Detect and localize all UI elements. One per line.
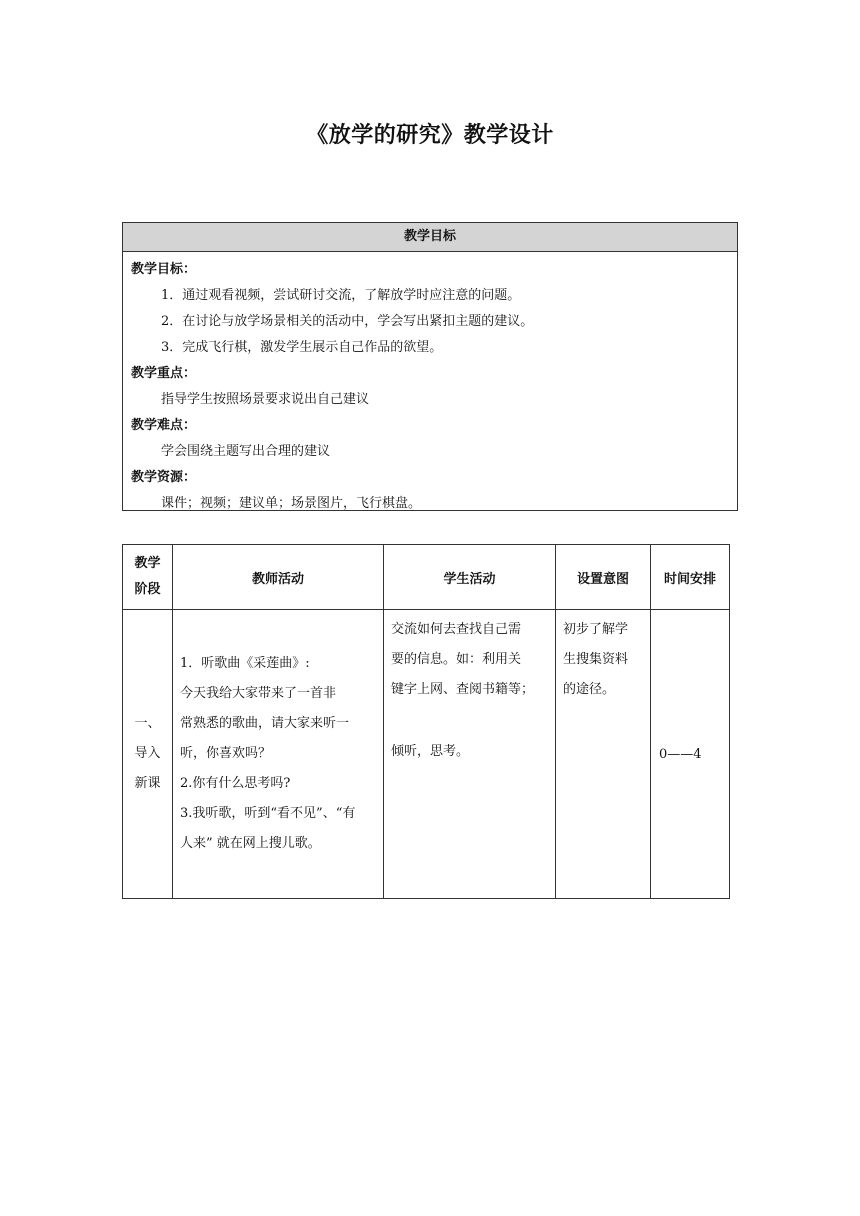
lesson-plan-table bbox=[122, 544, 730, 899]
stage-line: 导入 bbox=[134, 746, 161, 761]
difficulty-label: 教学难点： bbox=[131, 418, 197, 433]
goal-item: 3．完成飞行棋，激发学生展示自己作品的欲望。 bbox=[161, 340, 443, 355]
intent-line: 的途径。 bbox=[563, 682, 616, 697]
goal-item: 1．通过观看视频，尝试研讨交流，了解放学时应注意的问题。 bbox=[161, 288, 521, 303]
intent-cell bbox=[556, 610, 651, 899]
teacher-line: 2.你有什么思考吗? bbox=[180, 776, 291, 791]
teacher-activity-cell bbox=[173, 610, 384, 899]
table-header-row bbox=[123, 545, 730, 610]
stage-line: 一、 bbox=[134, 716, 161, 731]
key-label: 教学重点： bbox=[131, 366, 197, 381]
objectives-body bbox=[123, 252, 737, 517]
time-cell: 0——4 bbox=[651, 610, 730, 899]
stage-line: 新课 bbox=[134, 776, 161, 791]
resources-text: 课件；视频；建议单；场景图片，飞行棋盘。 bbox=[161, 496, 422, 511]
table-row bbox=[123, 610, 730, 899]
header-student: 学生活动 bbox=[384, 545, 556, 610]
header-intent: 设置意图 bbox=[556, 545, 651, 610]
difficulty-text: 学会围绕主题写出合理的建议 bbox=[161, 444, 331, 459]
student-line: 键字上网、查阅书籍等； bbox=[391, 682, 535, 697]
teacher-line: 听，你喜欢吗？ bbox=[180, 746, 272, 761]
teacher-line: 3.我听歌，听到“看不见”、“有 bbox=[180, 806, 356, 821]
header-time: 时间安排 bbox=[651, 545, 730, 610]
teacher-line: 今天我给大家带来了一首非 bbox=[180, 686, 337, 701]
objectives-header: 教学目标 bbox=[123, 223, 737, 252]
intent-line: 初步了解学 bbox=[563, 622, 629, 637]
resources-label: 教学资源： bbox=[131, 470, 197, 485]
header-stage-line1: 教学 bbox=[134, 556, 161, 571]
teacher-line: 人来” 就在网上搜儿歌。 bbox=[180, 836, 321, 851]
page-title: 《放学的研究》教学设计 bbox=[306, 123, 554, 148]
stage-cell bbox=[123, 610, 173, 899]
teacher-line: 常熟悉的歌曲，请大家来听一 bbox=[180, 716, 350, 731]
header-stage-line2: 阶段 bbox=[134, 582, 161, 597]
objectives-box bbox=[122, 222, 738, 511]
student-line: 要的信息。如：利用关 bbox=[391, 652, 522, 667]
student-line: 倾听，思考。 bbox=[391, 744, 470, 759]
teacher-line: 1．听歌曲《采莲曲》: bbox=[180, 656, 310, 671]
header-stage bbox=[123, 545, 173, 610]
key-text: 指导学生按照场景要求说出自己建议 bbox=[161, 392, 370, 407]
student-line: 交流如何去查找自己需 bbox=[391, 622, 522, 637]
student-activity-cell bbox=[384, 610, 556, 899]
intent-line: 生搜集资料 bbox=[563, 652, 629, 667]
goals-label: 教学目标： bbox=[131, 262, 197, 277]
header-teacher: 教师活动 bbox=[173, 545, 384, 610]
goal-item: 2．在讨论与放学场景相关的活动中，学会写出紧扣主题的建议。 bbox=[161, 314, 534, 329]
